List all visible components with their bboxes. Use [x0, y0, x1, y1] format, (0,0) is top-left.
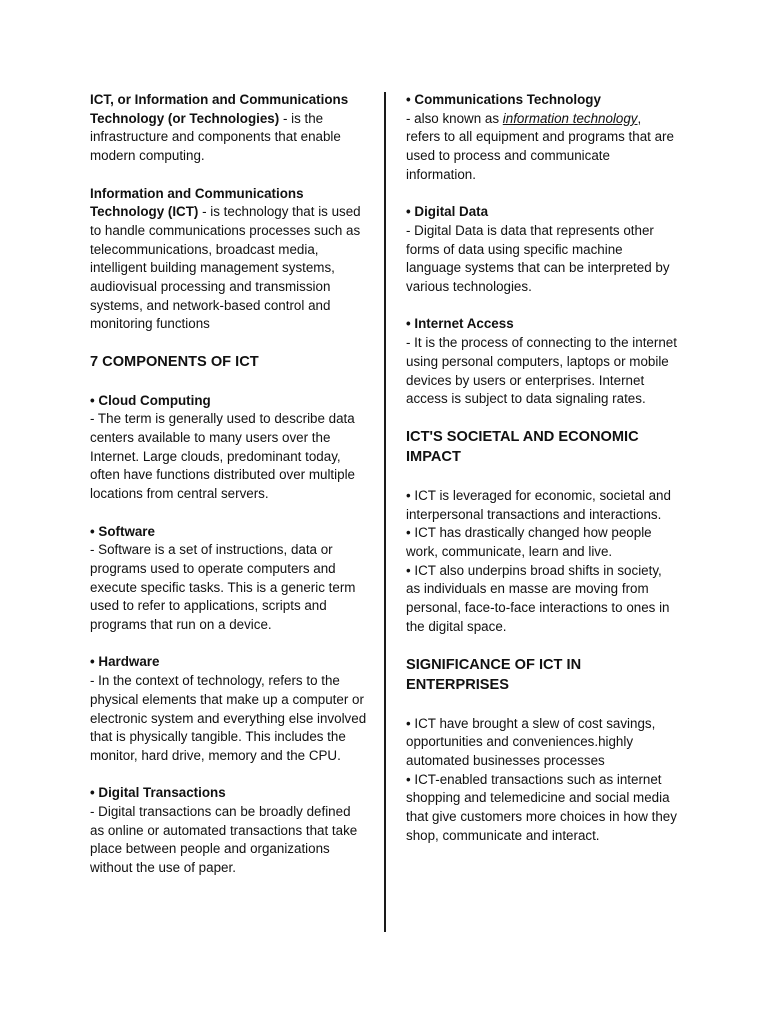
component-title-internet-access: • Internet Access: [406, 316, 514, 332]
left-column: [90, 91, 368, 878]
impact-point: • ICT is leveraged for economic, societal and interpersonal transactions and interactions.: [406, 487, 671, 522]
significance-point: • ICT-enabled transactions such as internet shopping and telemedicine and social media that give customers more choices in how they shop, communicate and interact.: [406, 771, 677, 843]
comm-desc-prefix: - also known as: [406, 110, 503, 126]
significance-heading: SIGNIFICANCE OF ICT IN ENTERPRISES: [406, 656, 582, 694]
impact-heading: ICT'S SOCIETAL AND ECONOMIC IMPACT: [406, 428, 639, 466]
component-desc-hardware: - In the context of technology, refers to the physical elements that make up a computer or electronic system and everything else involved that is physically tangible. This includes the monitor, hard drive, memory and the CPU.: [90, 673, 367, 763]
component-title-digital-transactions: • Digital Transactions: [90, 785, 226, 801]
intro-paragraph-ict-full: [90, 185, 368, 335]
impact-point: • ICT also underpins broad shifts in society, as individuals en masse are moving from personal, face-to-face interactions to ones in the digital space.: [406, 562, 670, 634]
component-desc-digital-transactions: - Digital transactions can be broadly defined as online or automated transactions that take place between people and organizations without the use of paper.: [90, 804, 358, 876]
component-desc-internet-access: - It is the process of connecting to the internet using personal computers, laptops or mobile devices by users or enterprises. Internet access is subject to data signaling rates.: [406, 335, 677, 407]
information-technology-link[interactable]: information technology: [502, 110, 638, 126]
intro-paragraph-ict: [90, 91, 368, 166]
component-desc-software: - Software is a set of instructions, data or programs used to operate computers and execute specific tasks. This is a generic term used to refer to applications, scripts and programs that run on a device.: [90, 542, 356, 633]
components-heading: 7 COMPONENTS OF ICT: [90, 354, 259, 371]
component-title-communications-technology: • Communications Technology: [406, 92, 601, 107]
intro-definition-ict-full: - is technology that is used to handle communications processes such as telecommunications, broadcast media, intelligent building management systems, audiovisual processing and transmission systems, and network-based control and monitoring functions: [90, 204, 361, 332]
intro-term-ict-full: Information and Communications Technology (ICT): [90, 185, 304, 220]
component-desc-cloud-computing: - The term is generally used to describe data centers available to many users over the Internet. Large clouds, predominant today, often have functions distributed over multiple locations from central servers.: [90, 411, 355, 502]
comm-desc-suffix: , refers to all equipment and programs that are used to process and communicate information.: [406, 110, 674, 182]
component-title-software: • Software: [90, 523, 155, 539]
component-title-digital-data: • Digital Data: [406, 204, 489, 220]
intro-term-ict: ICT, or Information and Communications Technology (or Technologies): [90, 92, 349, 126]
impact-point: • ICT has drastically changed how people work, communicate, learn and live.: [406, 525, 652, 560]
intro-definition-ict: - is the infrastructure and components that enable modern computing.: [90, 110, 341, 164]
significance-point: • ICT have brought a slew of cost savings, opportunities and conveniences.highly automated businesses processes: [406, 715, 656, 768]
component-title-cloud-computing: • Cloud Computing: [90, 392, 211, 408]
component-title-hardware: • Hardware: [90, 654, 160, 670]
component-desc-communications-technology: [406, 110, 678, 185]
right-column: [406, 91, 678, 845]
component-desc-digital-data: - Digital Data is data that represents other forms of data using specific machine language systems that can be interpreted by various technologies.: [406, 222, 670, 295]
column-divider: [384, 92, 386, 932]
